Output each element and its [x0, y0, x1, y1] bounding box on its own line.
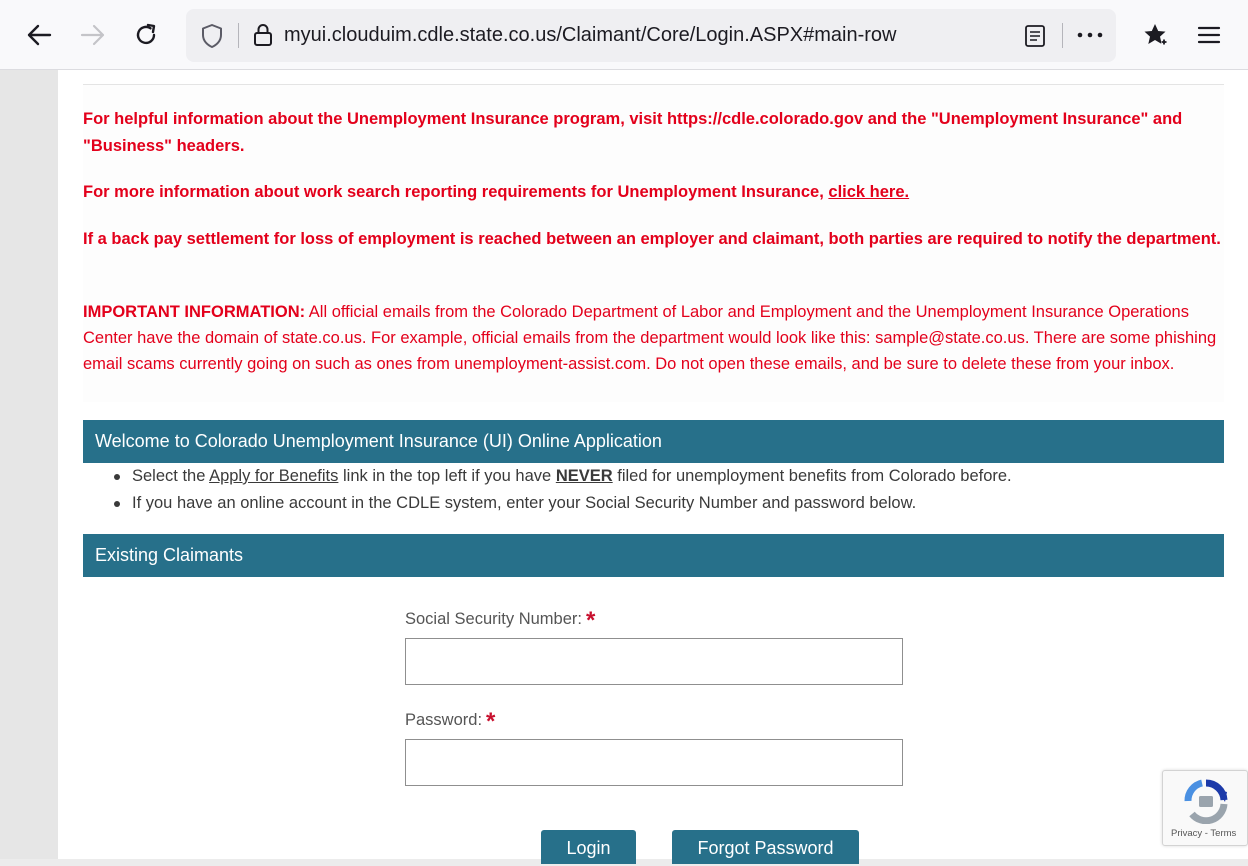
bullet-apply-mid: link in the top left if you have [343, 467, 552, 485]
hamburger-menu-icon[interactable] [1191, 17, 1227, 53]
url-separator [238, 23, 239, 48]
bullet-existing-account: If you have an online account in the CDLE system, enter your Social Security Number and password below. [109, 490, 1209, 517]
bullet-apply [109, 463, 1209, 490]
password-input[interactable] [405, 739, 903, 786]
back-arrow-icon[interactable] [21, 17, 57, 53]
more-dots-icon[interactable] [1076, 25, 1104, 50]
important-label: IMPORTANT INFORMATION: [83, 303, 306, 321]
ssn-input[interactable] [405, 638, 903, 685]
forgot-password-button[interactable]: Forgot Password [672, 830, 859, 864]
welcome-header: Welcome to Colorado Unemployment Insurance (UI) Online Application [83, 420, 1224, 463]
recaptcha-privacy-terms[interactable]: Privacy - Terms [1171, 828, 1237, 839]
notice-work-search-text: For more information about work search reporting requirements for Unemployment Insurance, [83, 183, 824, 201]
recaptcha-badge[interactable] [1162, 770, 1248, 846]
notice-work-search [83, 179, 1224, 206]
notice-important [83, 299, 1224, 377]
notice-back-pay: If a back pay settlement for loss of employment is reached between an employer and claimant, both parties are required to notify the department. [83, 230, 1221, 248]
left-margin [0, 70, 58, 859]
click-here-link[interactable]: click here. [828, 183, 910, 201]
bullet-apply-post: filed for unemployment benefits from Colorado before. [617, 467, 1012, 485]
bullet-apply-pre: Select the [132, 467, 206, 485]
reload-icon[interactable] [128, 17, 164, 53]
login-button[interactable]: Login [541, 830, 636, 864]
welcome-bullets [109, 463, 1209, 517]
url-text[interactable]: myui.clouduim.cdle.state.co.us/Claimant/Core/Login.ASPX#main-row [284, 24, 897, 46]
required-asterisk: * [486, 708, 496, 735]
forward-arrow-icon[interactable] [75, 17, 111, 53]
password-label [405, 704, 496, 735]
recaptcha-icon [1182, 778, 1230, 829]
url-separator-right [1062, 23, 1063, 48]
notice-ui-info: For helpful information about the Unemployment Insurance program, visit https://cdle.colorado.gov and the "Unemployment Insurance" and "Business" headers. [83, 110, 1183, 155]
shield-icon[interactable] [200, 23, 224, 54]
password-label-text: Password: [405, 711, 483, 729]
bookmark-star-icon[interactable] [1137, 17, 1173, 53]
url-bar[interactable] [186, 9, 1116, 62]
apply-for-benefits-link[interactable]: Apply for Benefits [209, 467, 339, 485]
reader-view-icon[interactable] [1024, 24, 1046, 53]
important-text: All official emails from the Colorado Department of Labor and Employment and the Unemployment Insurance Operations Center have the domain of state.co.us. For example, official emails from the department would look like this: sample@state.co.us. There are some phishing email scams currently going on such as ones from unemployment-assist.com. Do not open these emails, and be sure to delete these from your inbox. [83, 303, 1217, 373]
notice-panel [83, 84, 1224, 402]
required-asterisk: * [585, 607, 596, 634]
existing-claimants-header: Existing Claimants [83, 534, 1224, 577]
page-content [58, 70, 1248, 859]
ssn-label-text: Social Security Number: [405, 610, 582, 628]
never-emphasis: NEVER [555, 467, 613, 485]
ssn-label [405, 603, 596, 634]
browser-toolbar [0, 0, 1248, 70]
lock-icon[interactable] [252, 22, 274, 53]
